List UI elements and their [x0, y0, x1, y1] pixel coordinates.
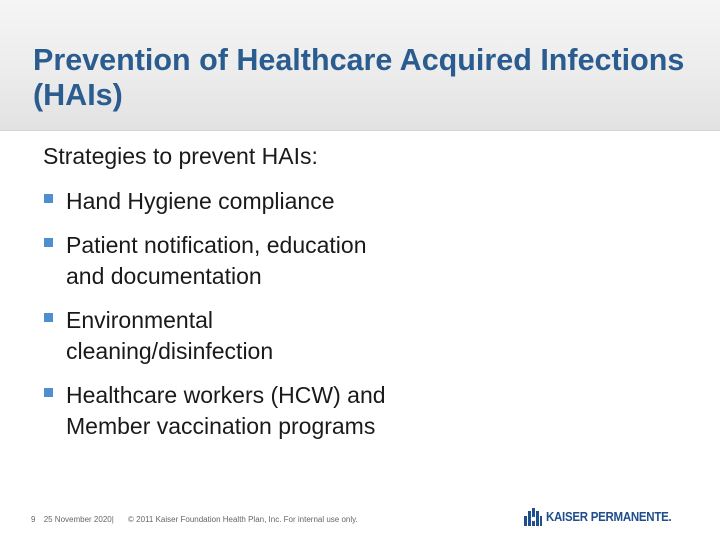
square-bullet-icon: [44, 313, 53, 322]
bullet-text-line: and documentation: [66, 263, 262, 289]
intro-text: Strategies to prevent HAIs:: [43, 143, 318, 169]
bullet-text-line: Member vaccination programs: [66, 413, 376, 439]
square-bullet-icon: [44, 238, 53, 247]
bullet-text-line: Healthcare workers (HCW) and: [66, 382, 386, 408]
bullet-hand-hygiene: [43, 186, 483, 217]
footer-date: 25 November 2020|: [43, 515, 114, 524]
bullet-text-line: cleaning/disinfection: [66, 338, 274, 364]
bullet-text-line: Environmental: [66, 307, 214, 333]
title-divider: [0, 130, 720, 131]
slide-title: Prevention of Healthcare Acquired Infections (HAIs): [33, 43, 685, 112]
bullet-environmental-cleaning: [43, 305, 483, 367]
footer-text: [31, 515, 358, 525]
strategy-list: [43, 186, 483, 455]
page-number: 9: [31, 515, 36, 524]
bullet-vaccination-programs: [43, 380, 483, 442]
kaiser-permanente-logo: [524, 508, 682, 526]
bullet-text-line: Hand Hygiene compliance: [66, 188, 335, 214]
bullet-text-line: Patient notification, education: [66, 232, 367, 258]
kaiser-permanente-icon: [524, 508, 542, 526]
square-bullet-icon: [44, 388, 53, 397]
footer-copyright: © 2011 Kaiser Foundation Health Plan, Inc. For internal use only.: [128, 515, 358, 524]
square-bullet-icon: [44, 194, 53, 203]
bullet-patient-notification: [43, 230, 483, 292]
slide-footer: [0, 500, 720, 540]
logo-wordmark: KAISER PERMANENTE.: [546, 510, 672, 524]
